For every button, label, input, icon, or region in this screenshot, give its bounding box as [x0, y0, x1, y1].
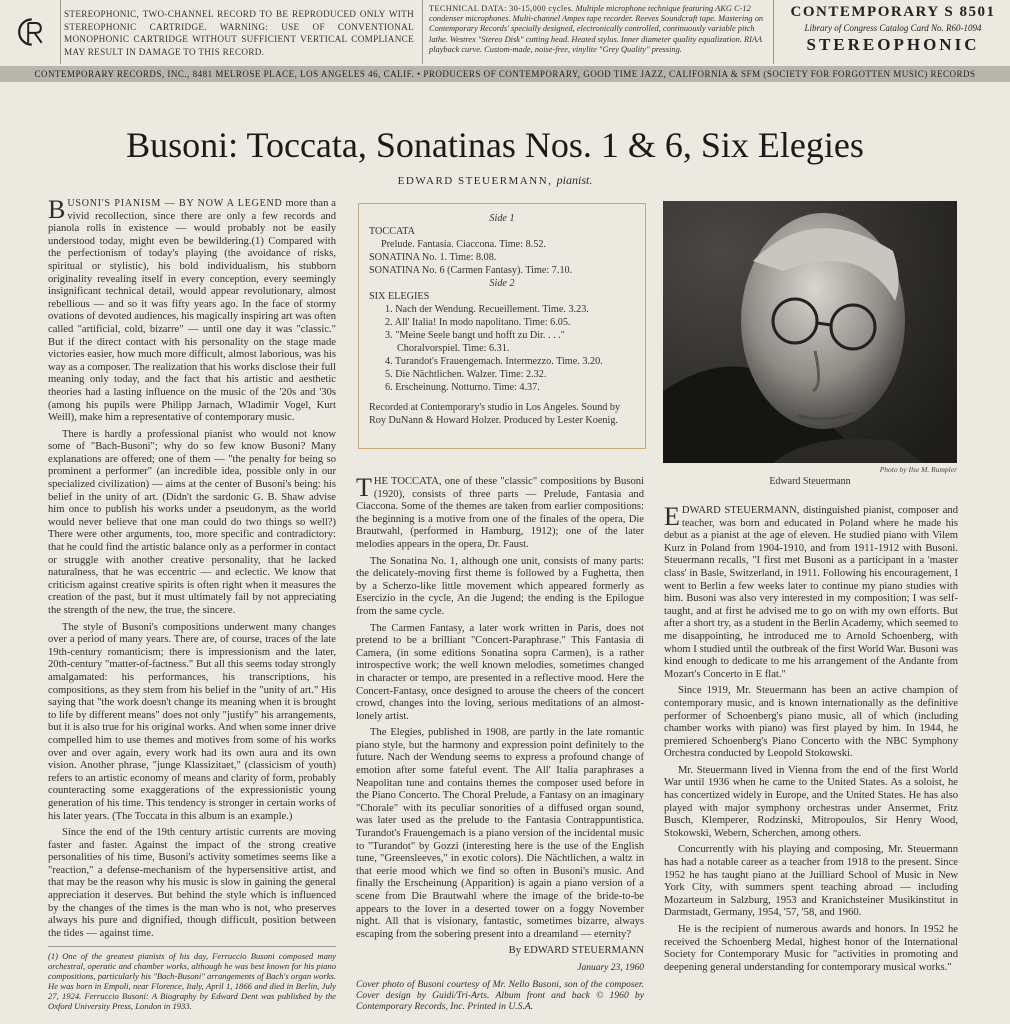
technical-body: Multiple microphone technique featuring AKG C-12 condenser microphones. Multi-channel Ampex tape recorder. Reeves Soundcraft tape. Mastering on Contemporary Records' specially designed, electronically controlled, continuously variable pitch lathe. Westrex "Stereo Disk" cutting head. Heated stylus. Inner diameter quality equalization. RIAA playback curve. Custom-made, noise-free, vinylite "Grey Quality" pressing.: [429, 4, 764, 54]
publisher-bar: CONTEMPORARY RECORDS, INC., 8481 MELROSE PLACE, LOS ANGELES 46, CALIF. • PRODUCERS OF CONTEMPORARY, GOOD TIME JAZZ, CALIFORNIA & SFM (SOCIETY FOR FORGOTTEN MUSIC) RECORDS: [0, 66, 1010, 82]
track-detail: 6. Erscheinung. Notturno. Time: 4.37.: [385, 382, 540, 393]
paragraph: The style of Busoni's compositions underwent many changes over a period of many years. There are, of course, traces of the late 19th-century romanticism; there is impressionism and the later, 20th-century "matter-of-factness." But all this seems today strongly amalgamated: his performances, his transcriptions, his compositions, as they stem from his belief in the "unity of art." His saying that "the work doesn't change its meaning when it is brought to life by different means" does not only "justify" his arrangements, but it is also true for his original works. And when some inner drive compelled him to use themes and motives from some of his works over and over again, every work had its own aura and its own vision. Another phrase, "junge Klassizitaet," (classicism of youth) refers to an artistic economy of means and clarity of form, probably counteracting some exaggerations of the expressionistic young generation of his time. This tendency is stronger in certain works of his later years. (The Toccata in this album is an example.): [48, 621, 336, 822]
photo-caption: Edward Steuermann: [769, 476, 851, 487]
paragraph: THE TOCCATA, one of these "classic" compositions by Busoni (1920), consists of three parts — Prelude, Fantasia and Ciaccona. Some of the themes are taken from earlier compositions: the beginning is a motive from one of the finales of the opera, Die Brautwahl, (performed in Hamburg, 1912); one of the later melodies appears in the opera, Dr. Faust.: [356, 473, 644, 550]
paragraph: There is hardly a professional pianist who would not know some of "Bach-Busoni"; why do so few know Busoni? Many explanations are offered; one of them — "the penalty for being so prominent a performer" (an incredible idea, possible only in our specialized civilization) — aims at the center of Busoni's being: his belief in the unity of art. (Didn't the sardonic G. B. Shaw advise him once to publish his works under a pseudonym, as the world would never believe that one man could do two things so well?) There were other arguments, too, more specific and contradictory: that he could find the artistic balance only as a performer in contact or struggle with another creative personality, that he lacked naturalness, that he was eccentric — and eclectic. We know that criticism against creative spirits is often right when it measures the creation of the past, but it must ultimately fail by not appreciating the strength of the new, the true, the sincere.: [48, 428, 336, 616]
paragraph: Since the end of the 19th century artistic currents are moving faster and faster. Against the impact of the strong creative personalities of his time, Busoni's activity sometimes seems like a "reaction," a defense-mechanism of the hypersensitive artist, and that may be the reason why his music is slow in gaining the general appreciation it deserves. But behind the style which is influenced by the changes of the times is the man who is not, who preserves always his pure and dignified, though difficult, position between the tides — against time.: [48, 827, 336, 939]
drop-cap: T: [356, 473, 372, 502]
byline: [0, 173, 990, 188]
track-title: TOCCATA: [369, 226, 415, 237]
stereophonic-label: STEREOPHONIC: [806, 35, 980, 54]
catalog-number: S 8501: [944, 4, 996, 20]
paragraph: Since 1919, Mr. Steuermann has been an active champion of contemporary music, and is known internationally as the definitive performer of Schoenberg's piano music, all of which (including chamber works with piano) was first played by him. In 1944, he premiered Schoenberg's Piano Concerto with the NBC Symphony Orchestra conducted by Leopold Stokowski.: [664, 685, 958, 760]
paragraph: Mr. Steuermann lived in Vienna from the end of the first World War until 1936 when he came to the United States. As a soloist, he has concertized widely in Europe, and the United States. He has also played with major symphony orchestras under Ansermet, Fritz Busch, Klemperer, Rodzinski, Mitropoulos, Sir Henry Wood, Stokowski, Webern, Scherchen, among others.: [664, 764, 958, 839]
drop-cap: E: [664, 502, 680, 531]
side-heading: Side 2: [489, 278, 515, 289]
paragraph: He is the recipient of numerous awards and honors. In 1952 he received the Schoenberg Medal, highest honor of the International Society for Contemporary Music for "activities in promoting and deepening general understanding for contemporary musical works.": [664, 924, 958, 973]
track-title: SONATINA No. 6 (Carmen Fantasy). Time: 7.10.: [369, 265, 573, 276]
track-detail: Prelude. Fantasia. Ciaccona. Time: 8.52.: [381, 239, 546, 250]
cover-credits: Cover photo of Busoni courtesy of Mr. Nello Busoni, son of the composer. Cover design by Guidi/Tri-Arts. Album front and back © 1960 by Contemporary Records, Inc. Printed in U.S.A.: [356, 978, 644, 1012]
drop-cap: B: [48, 195, 66, 224]
track-detail: Choralvorspiel. Time: 6.31.: [397, 343, 510, 354]
signature-date: January 23, 1960: [577, 962, 644, 973]
paragraph: Concurrently with his playing and composing, Mr. Steuermann has had a notable career as a teacher from 1918 to the present. Since 1952 he has taught piano at the Juilliard School of Music in New York City, with summers spent teaching abroad — including Mozarteum in Salzburg, 1953 and Kranichsteiner Musikinstitut in Darmstadt, Germany, 1954, '57, '58, and 1960.: [664, 844, 958, 919]
performer-name: EDWARD STEUERMANN,: [397, 175, 553, 187]
stereo-warning: STEREOPHONIC, TWO-CHANNEL RECORD TO BE REPRODUCED ONLY WITH STEREOPHONIC CARTRIDGE. WARNING: USE OF CONVENTIONAL MONOPHONIC CARTRIDGE WITHOUT SUFFICIENT VERTICAL COMPLIANCE MAY RESULT IN DAMAGE TO THIS RECORD.: [64, 9, 414, 57]
header: [0, 0, 1010, 67]
steuermann-photo: [663, 201, 957, 463]
library-catalog: Library of Congress Catalog Card No. R60-1094: [804, 23, 982, 33]
paragraph: The Elegies, published in 1908, are partly in the late romantic piano style, but the harmony and expression point definitely to the future. Nach der Wendung seems to express a profound change of emotion after some fateful event. The All' Italia paraphrases a Neapolitan tune and contains themes the composer used before in the Piano Concerto. The Choral Prelude, a Fantasy on an imaginary "Chorale" with its peculiar sonorities of a diffused organ sound, was later used as the prelude to the Fantasia Contrappuntistica. Turandot's Frauengemach is a piano version of the incidental music to "Turandot" by Gozzi (interesting here is the use of the English tune, "Greensleeves," in exotic colors). Die Nächtlichen, a waltz in that eerie mood which we find so often in Busoni's music. And finally the Erscheinung (Apparition) is again a piano version of a scene from Die Brautwahl where the image of the bride-to-be appears to the lover in a deserted tower on a foggy November night. All that is visionary, fantastic, sometimes bizarre, always escaping from the sobering present into a dreamland — eternity?: [356, 727, 644, 940]
technical-lead: TECHNICAL DATA: 30-15,000 cycles.: [429, 4, 574, 13]
label-name: CONTEMPORARY: [790, 4, 940, 20]
performer-role: pianist.: [556, 173, 593, 187]
cr-logo-icon: [12, 14, 48, 50]
label-logo: [0, 0, 61, 64]
technical-data: [422, 0, 774, 64]
paragraph: The Carmen Fantasy, a later work written in Paris, does not pretend to be a brilliant "Concert-Paraphrase." This Fantasia di Camera, (in some editions Sonatina sopra Carmen), is a rather introspective work; the well known melodies, sometimes changed in character or tempo, are presented in a reflective mood. Here the Concert-Fantasy, once designed to arouse the cheers of the concert crowd, changes into the loving, serious meditations of an almost-lonely artist.: [356, 622, 644, 722]
track-detail: 1. Nach der Wendung. Recueillement. Time. 3.23.: [385, 304, 589, 315]
footnote: (1) One of the greatest pianists of his day, Ferruccio Busoni composed many orchestral, operatic and chamber works, although he was best known for his piano compositions, particularly his "Bach-Busoni" arrangements of Bach's organ works. He was born in Empoli, near Florence, Italy, April 1, 1866 and died in Berlin, July 27, 1924. Ferruccio Busoni: A Biography by Edward Dent was published by the Oxford University Press, London in 1933.: [48, 946, 336, 1011]
middle-column: [356, 473, 644, 1012]
paragraph: BUSONI'S PIANISM — BY NOW A LEGEND more than a vivid recollection, since there are only a few records and pianola rolls in existence — would probably not be easily understood today, might even be bewildering.(1) Compared with the perfectionism of today's playing (the avoidance of risks, spiritual or stylistic), his bold individualism, his stubborn originality revealing itself in every conception, every seemingly insignificant technical detail, would appear revolutionary, almost rebellious — and so it was fifty years ago. In the face of stormy ovations of devoted audiences, his magically inspiring art was often called "artificial, cold, bizarre" — until one day it was "classic." But if the direct contact with his personality on the stage made victories easier, how much more difficult, almost laborious, was his way as a composer. The realization that his works disclose their full meaning only today, and the fact that his artistic and aesthetic theories had a lasting influence on the music of the '20s and '30s (among his pupils were Philipp Jarnach, Wladimir Vogel, Kurt Weill), make him a representative of contemporary music.: [48, 195, 336, 424]
portrait-image: [663, 201, 957, 463]
author-signature: By EDWARD STEUERMANN: [508, 945, 644, 957]
track-listing: [358, 203, 646, 449]
catalog-box: [776, 4, 1010, 55]
track-detail: 5. Die Nächtlichen. Walzer. Time: 2.32.: [385, 369, 547, 380]
track-title: SIX ELEGIES: [369, 291, 430, 302]
right-column: [664, 502, 958, 978]
track-detail: 2. All' Italia! In modo napolitano. Time: 6.05.: [385, 317, 571, 328]
paragraph: EDWARD STEUERMANN, distinguished pianist, composer and teacher, was born and educated in Poland where he made his debut as a pianist at the age of eleven. He studied piano with Vilem Kurz in Poland from 1904-1910, and from 1911-1912 with Busoni. Steuermann recalls, "I first met Busoni as a participant in a 'master class' in Basle, Switzerland, in 1911. Following his encouragement, I went to Berlin a few weeks later to continue my piano studies with him. Busoni was also very interested in my composition; I was self-taught, and at first he advised me to go on with my own efforts. But after a short try, as a student in the Berlin Academy, which seemed to me disappointing, he introduced me to Arnold Schoenberg, with whom I studied until the outbreak of the first World War. Busoni was kind enough to dedicate to me his arrangement of the Andante from Mozart's Concerto in E flat.": [664, 502, 958, 680]
album-title: Busoni: Toccata, Sonatinas Nos. 1 & 6, Six Elegies: [126, 125, 864, 165]
track-title: SONATINA No. 1. Time: 8.08.: [369, 252, 497, 263]
left-column: [48, 195, 336, 1012]
photo-credit: Photo by Ilse M. Rumpler: [879, 465, 957, 474]
recording-credits: Recorded at Contemporary's studio in Los Angeles. Sound by Roy DuNann & Howard Holzer. Produced by Lester Koenig.: [369, 402, 621, 426]
side-heading: Side 1: [489, 213, 515, 224]
track-detail: 3. "Meine Seele bangt und hofft zu Dir. . . .": [385, 330, 565, 341]
track-detail: 4. Turandot's Frauengemach. Intermezzo. Time. 3.20.: [385, 356, 603, 367]
paragraph: The Sonatina No. 1, although one unit, consists of many parts: the delicately-moving first theme is followed by a Fughetta, then by a Scherzo-like little movement which appeared formerly as Esercizio in the cycle, An die Jugend; the ending is the Epilogue from the same cycle.: [356, 555, 644, 617]
